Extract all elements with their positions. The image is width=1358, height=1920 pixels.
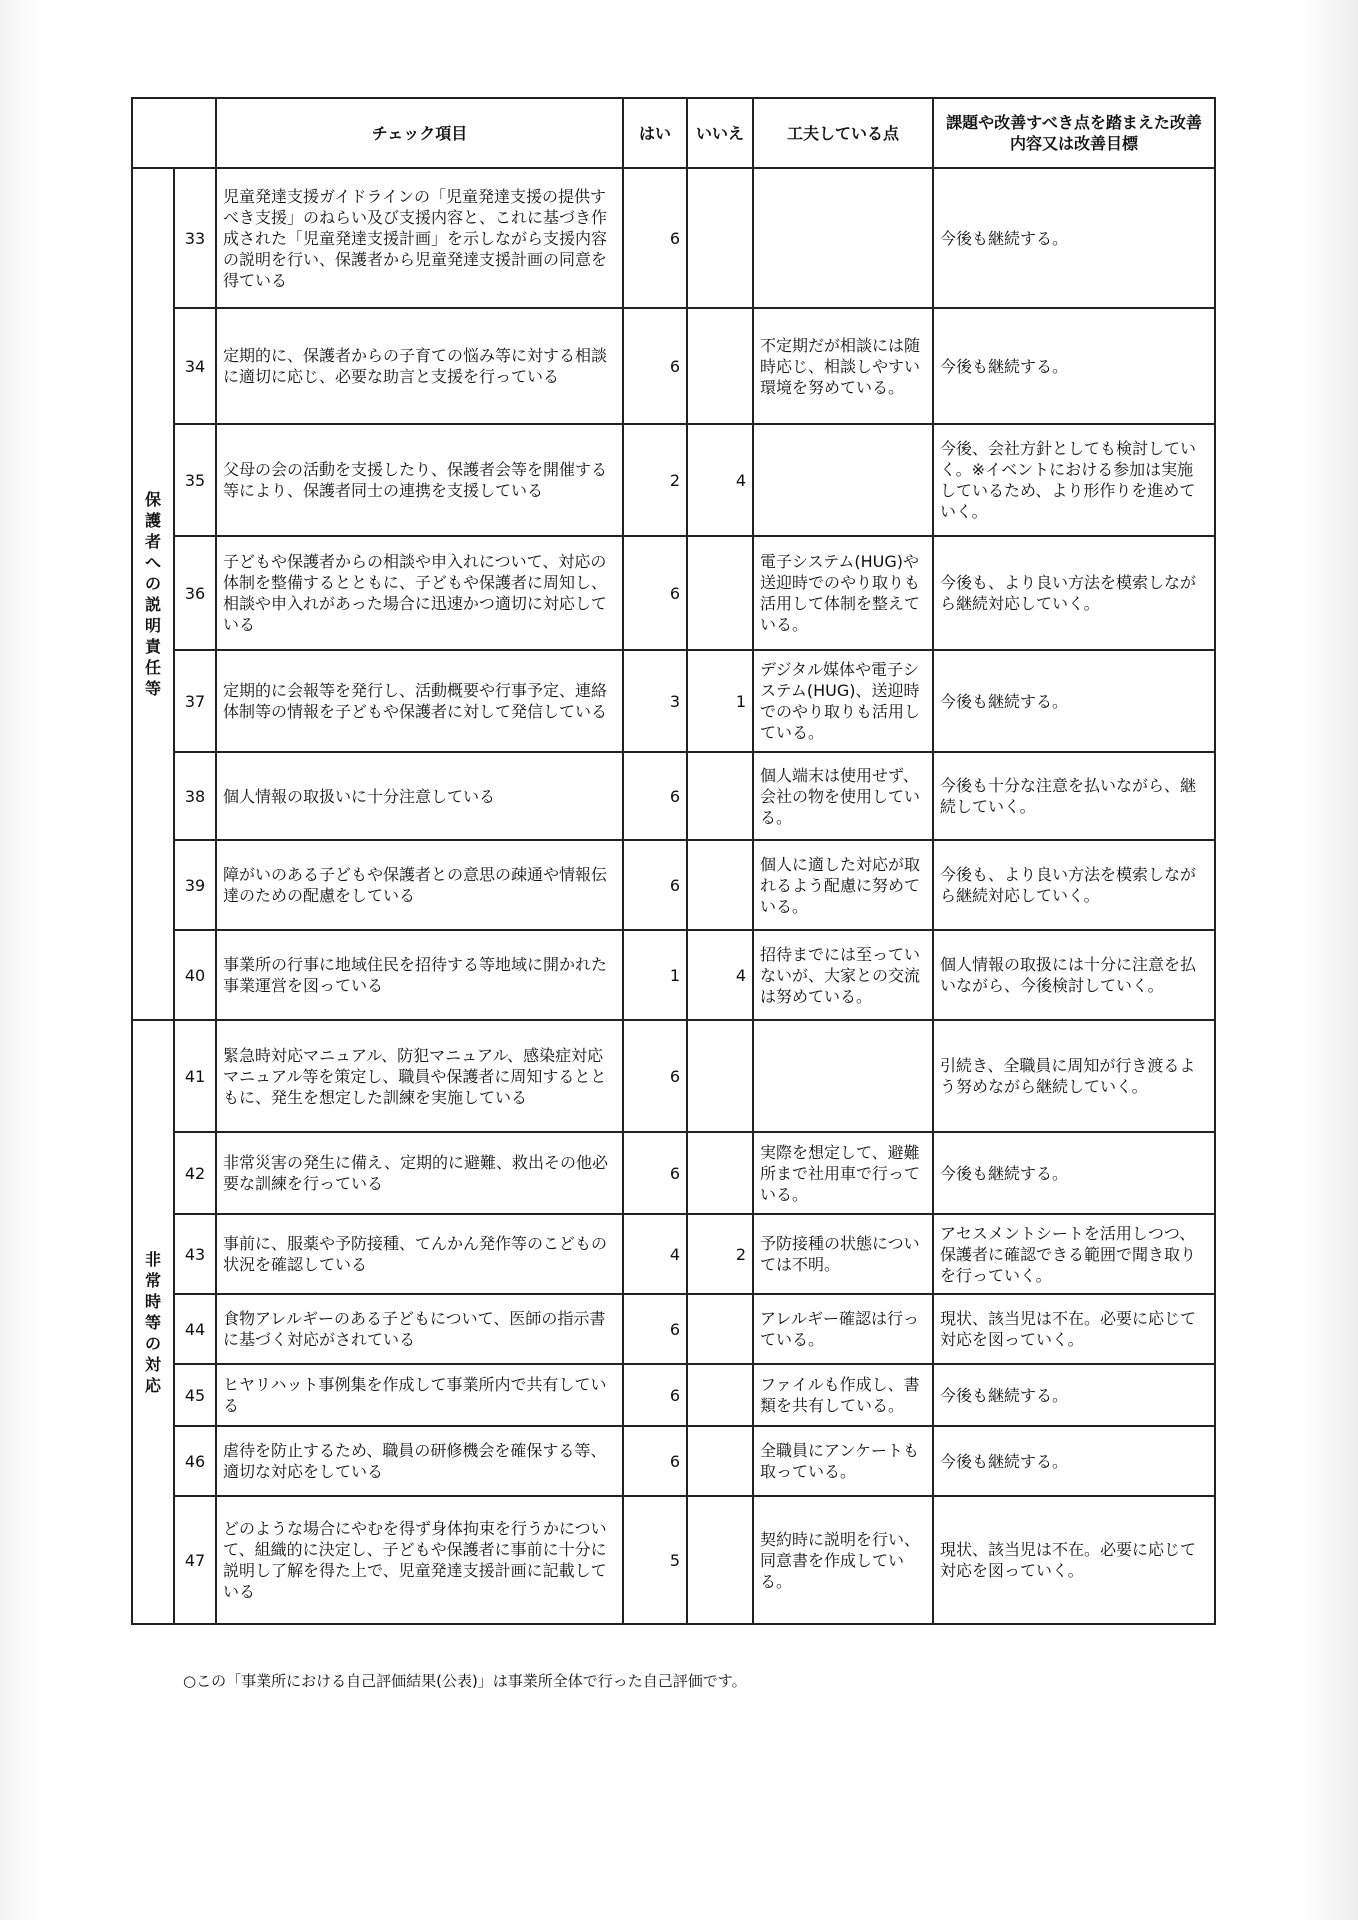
no-count bbox=[687, 840, 753, 930]
yes-count: 6 bbox=[623, 1426, 687, 1496]
table-row bbox=[132, 1426, 1215, 1496]
no-count bbox=[687, 1020, 753, 1132]
check-item: 食物アレルギーのある子どもについて、医師の指示書に基づく対応がされている bbox=[216, 1294, 623, 1364]
check-item: 事前に、服薬や予防接種、てんかん発作等のこどもの状況を確認している bbox=[216, 1214, 623, 1294]
row-number: 46 bbox=[174, 1426, 216, 1496]
table-row bbox=[132, 840, 1215, 930]
header-blank bbox=[132, 98, 216, 168]
row-number: 41 bbox=[174, 1020, 216, 1132]
effort-note: 契約時に説明を行い、同意書を作成している。 bbox=[753, 1496, 933, 1624]
header-item: チェック項目 bbox=[216, 98, 623, 168]
row-number: 40 bbox=[174, 930, 216, 1020]
yes-count: 6 bbox=[623, 752, 687, 840]
yes-count: 6 bbox=[623, 308, 687, 424]
self-evaluation-table bbox=[131, 97, 1216, 1625]
effort-note: 個人に適した対応が取れるよう配慮に努めている。 bbox=[753, 840, 933, 930]
effort-note bbox=[753, 1020, 933, 1132]
table-row bbox=[132, 1294, 1215, 1364]
table-row bbox=[132, 424, 1215, 536]
header-yes: はい bbox=[623, 98, 687, 168]
improvement-goal: 現状、該当児は不在。必要に応じて対応を図っていく。 bbox=[933, 1294, 1215, 1364]
yes-count: 6 bbox=[623, 168, 687, 308]
yes-count: 3 bbox=[623, 650, 687, 752]
effort-note: 予防接種の状態については不明。 bbox=[753, 1214, 933, 1294]
yes-count: 5 bbox=[623, 1496, 687, 1624]
improvement-goal: 今後も継続する。 bbox=[933, 1364, 1215, 1426]
effort-note: 個人端末は使用せず、会社の物を使用している。 bbox=[753, 752, 933, 840]
yes-count: 6 bbox=[623, 1020, 687, 1132]
table-row bbox=[132, 1496, 1215, 1624]
no-count bbox=[687, 536, 753, 650]
category-label: 非常時等の対応 bbox=[144, 1249, 161, 1395]
yes-count: 6 bbox=[623, 1294, 687, 1364]
no-count bbox=[687, 168, 753, 308]
check-item: 事業所の行事に地域住民を招待する等地域に開かれた事業運営を図っている bbox=[216, 930, 623, 1020]
effort-note: 不定期だが相談には随時応じ、相談しやすい環境を努めている。 bbox=[753, 308, 933, 424]
row-number: 45 bbox=[174, 1364, 216, 1426]
no-count: 1 bbox=[687, 650, 753, 752]
no-count bbox=[687, 1294, 753, 1364]
table-row bbox=[132, 1020, 1215, 1132]
no-count bbox=[687, 1496, 753, 1624]
table-row bbox=[132, 168, 1215, 308]
yes-count: 6 bbox=[623, 840, 687, 930]
yes-count: 6 bbox=[623, 1132, 687, 1214]
table-row bbox=[132, 650, 1215, 752]
check-item: 非常災害の発生に備え、定期的に避難、救出その他必要な訓練を行っている bbox=[216, 1132, 623, 1214]
check-item: ヒヤリハット事例集を作成して事業所内で共有している bbox=[216, 1364, 623, 1426]
row-number: 43 bbox=[174, 1214, 216, 1294]
no-count: 2 bbox=[687, 1214, 753, 1294]
improvement-goal: 今後も継続する。 bbox=[933, 1426, 1215, 1496]
check-item: 父母の会の活動を支援したり、保護者会等を開催する等により、保護者同士の連携を支援している bbox=[216, 424, 623, 536]
row-number: 47 bbox=[174, 1496, 216, 1624]
improvement-goal: 今後も継続する。 bbox=[933, 168, 1215, 308]
improvement-goal: 今後、会社方針としても検討していく。※イベントにおける参加は実施しているため、より形作りを進めていく。 bbox=[933, 424, 1215, 536]
improvement-goal: 今後も十分な注意を払いながら、継続していく。 bbox=[933, 752, 1215, 840]
no-count bbox=[687, 752, 753, 840]
effort-note bbox=[753, 168, 933, 308]
header-goal: 課題や改善すべき点を踏まえた改善内容又は改善目標 bbox=[933, 98, 1215, 168]
effort-note: 実際を想定して、避難所まで社用車で行っている。 bbox=[753, 1132, 933, 1214]
improvement-goal: アセスメントシートを活用しつつ、保護者に確認できる範囲で聞き取りを行っていく。 bbox=[933, 1214, 1215, 1294]
row-number: 37 bbox=[174, 650, 216, 752]
improvement-goal: 個人情報の取扱には十分に注意を払いながら、今後検討していく。 bbox=[933, 930, 1215, 1020]
footnote: ○この「事業所における自己評価結果(公表)」は事業所全体で行った自己評価です。 bbox=[183, 1672, 747, 1690]
no-count bbox=[687, 1132, 753, 1214]
table-row bbox=[132, 536, 1215, 650]
table-row bbox=[132, 1364, 1215, 1426]
category-label: 保護者への説明責任等 bbox=[144, 490, 161, 698]
row-number: 35 bbox=[174, 424, 216, 536]
no-count: 4 bbox=[687, 930, 753, 1020]
effort-note: デジタル媒体や電子システム(HUG)、送迎時でのやり取りも活用している。 bbox=[753, 650, 933, 752]
effort-note bbox=[753, 424, 933, 536]
improvement-goal: 今後も、より良い方法を模索しながら継続対応していく。 bbox=[933, 536, 1215, 650]
category-cell bbox=[132, 1020, 174, 1624]
improvement-goal: 現状、該当児は不在。必要に応じて対応を図っていく。 bbox=[933, 1496, 1215, 1624]
yes-count: 1 bbox=[623, 930, 687, 1020]
check-item: どのような場合にやむを得ず身体拘束を行うかについて、組織的に決定し、子どもや保護者に事前に十分に説明し了解を得た上で、児童発達支援計画に記載している bbox=[216, 1496, 623, 1624]
check-item: 児童発達支援ガイドラインの「児童発達支援の提供すべき支援」のねらい及び支援内容と、これに基づき作成された「児童発達支援計画」を示しながら支援内容の説明を行い、保護者から児童発達支援計画の同意を得ている bbox=[216, 168, 623, 308]
improvement-goal: 今後も継続する。 bbox=[933, 650, 1215, 752]
yes-count: 4 bbox=[623, 1214, 687, 1294]
no-count bbox=[687, 308, 753, 424]
effort-note: 全職員にアンケートも取っている。 bbox=[753, 1426, 933, 1496]
row-number: 44 bbox=[174, 1294, 216, 1364]
row-number: 36 bbox=[174, 536, 216, 650]
table-row bbox=[132, 1214, 1215, 1294]
check-item: 障がいのある子どもや保護者との意思の疎通や情報伝達のための配慮をしている bbox=[216, 840, 623, 930]
header-effort: 工夫している点 bbox=[753, 98, 933, 168]
table-row bbox=[132, 930, 1215, 1020]
no-count bbox=[687, 1364, 753, 1426]
improvement-goal: 今後も継続する。 bbox=[933, 308, 1215, 424]
row-number: 38 bbox=[174, 752, 216, 840]
check-item: 個人情報の取扱いに十分注意している bbox=[216, 752, 623, 840]
effort-note: 電子システム(HUG)や送迎時でのやり取りも活用して体制を整えている。 bbox=[753, 536, 933, 650]
no-count: 4 bbox=[687, 424, 753, 536]
check-item: 虐待を防止するため、職員の研修機会を確保する等、適切な対応をしている bbox=[216, 1426, 623, 1496]
no-count bbox=[687, 1426, 753, 1496]
table-row bbox=[132, 1132, 1215, 1214]
table-row bbox=[132, 308, 1215, 424]
check-item: 定期的に会報等を発行し、活動概要や行事予定、連絡体制等の情報を子どもや保護者に対して発信している bbox=[216, 650, 623, 752]
check-item: 緊急時対応マニュアル、防犯マニュアル、感染症対応マニュアル等を策定し、職員や保護者に周知するとともに、発生を想定した訓練を実施している bbox=[216, 1020, 623, 1132]
yes-count: 6 bbox=[623, 1364, 687, 1426]
effort-note: アレルギー確認は行っている。 bbox=[753, 1294, 933, 1364]
yes-count: 2 bbox=[623, 424, 687, 536]
row-number: 42 bbox=[174, 1132, 216, 1214]
effort-note: 招待までには至っていないが、大家との交流は努めている。 bbox=[753, 930, 933, 1020]
row-number: 33 bbox=[174, 168, 216, 308]
check-item: 子どもや保護者からの相談や申入れについて、対応の体制を整備するとともに、子どもや保護者に周知し、相談や申入れがあった場合に迅速かつ適切に対応している bbox=[216, 536, 623, 650]
header-no: いいえ bbox=[687, 98, 753, 168]
improvement-goal: 今後も、より良い方法を模索しながら継続対応していく。 bbox=[933, 840, 1215, 930]
table-row bbox=[132, 752, 1215, 840]
improvement-goal: 引続き、全職員に周知が行き渡るよう努めながら継続していく。 bbox=[933, 1020, 1215, 1132]
yes-count: 6 bbox=[623, 536, 687, 650]
header-row bbox=[132, 98, 1215, 168]
row-number: 39 bbox=[174, 840, 216, 930]
row-number: 34 bbox=[174, 308, 216, 424]
category-cell bbox=[132, 168, 174, 1020]
check-item: 定期的に、保護者からの子育ての悩み等に対する相談に適切に応じ、必要な助言と支援を行っている bbox=[216, 308, 623, 424]
improvement-goal: 今後も継続する。 bbox=[933, 1132, 1215, 1214]
effort-note: ファイルも作成し、書類を共有している。 bbox=[753, 1364, 933, 1426]
